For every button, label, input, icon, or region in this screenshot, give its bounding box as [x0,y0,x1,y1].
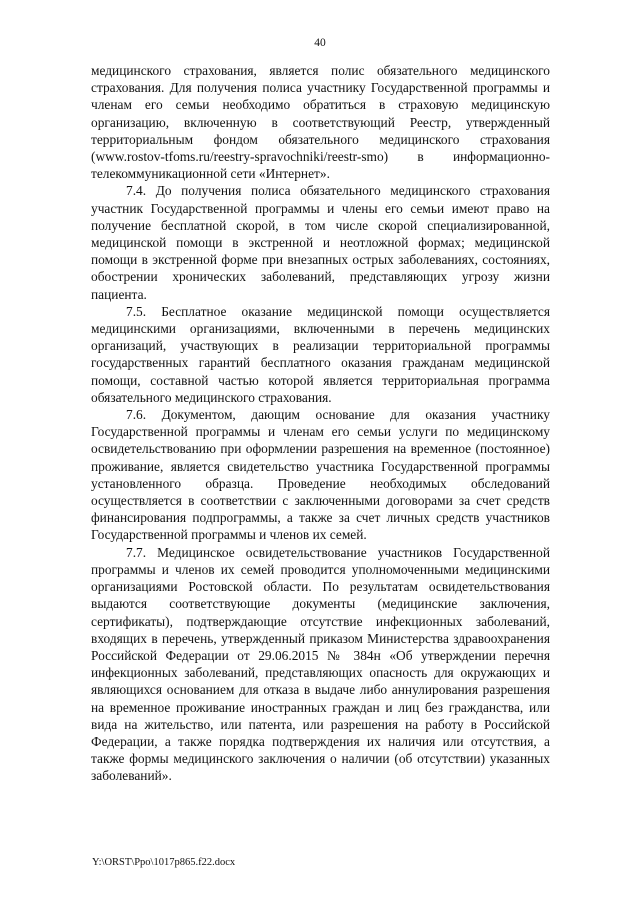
paragraph-7-6: 7.6. Документом, дающим основание для оказания участнику Государственной программы и членам его семьи услуги по медицинскому освидетельствованию при оформлении разрешения на временное (постоянное) проживание, является свидетельство участника Государственной программы установленного образца. Проведение необходимых обследований осуществляется в соответствии с заключенными договорами за счет средств финансирования подпрограммы, а также за счет личных средств участников Государственной программы и членов их семей. [91,407,550,543]
footer-file-path: Y:\ORST\Ppo\1017p865.f22.docx [92,857,236,868]
paragraph-7-4: 7.4. До получения полиса обязательного медицинского страхования участник Государственной программы и члены его семьи имеют право на получение бесплатной скорой, в том числе скорой специализированной, медицинской помощи в экстренной и неотложной формах; медицинской помощи в экстренной форме при внезапных острых заболеваниях, состояниях, обострении хронических заболеваний, представляющих угрозу жизни пациента. [91,183,550,302]
paragraph-7-5: 7.5. Бесплатное оказание медицинской помощи осуществляется медицинскими организациями, включенными в перечень медицинских организаций, участвующих в реализации территориальной программы государственных гарантий бесплатного оказания гражданам медицинской помощи, составной частью которой является территориальная программа обязательного медицинского страхования. [91,303,550,405]
document-body [91,62,550,785]
paragraph-7-7: 7.7. Медицинское освидетельствование участников Государственной программы и членов их семей проводится уполномоченными медицинскими организациями Ростовской области. По результатам освидетельствования выдаются соответствующие документы (медицинские заключения, сертификаты), подтверждающие отсутствие инфекционных заболеваний, входящих в перечень, утвержденный приказом Министерства здравоохранения Российской Федерации от 29.06.2015 № 384н «Об утверждении перечня инфекционных заболеваний, представляющих опасность для окружающих и являющихся основанием для отказа в выдаче либо аннулирования разрешения на временное проживание иностранных граждан и лиц без гражданства, или вида на жительство, или патента, или разрешения на работу в Российской Федерации, а также порядка подтверждения их наличия или отсутствия, а также формы медицинского заключения о наличии (об отсутствии) указанных заболеваний». [91,544,550,784]
paragraph-continuation: медицинского страхования, является полис обязательного медицинского страхования. Для получения полиса участнику Государственной программы и членам его семьи необходимо обратиться в страховую медицинскую организацию, включенную в соответствующий Реестр, утвержденный территориальным фондом обязательного медицинского страхования (www.rostov-tfoms.ru/reestry-spravochniki/reestr-smo) в информационно-телекоммуникационной сети «Интернет». [91,63,550,182]
page-number: 40 [314,37,326,49]
